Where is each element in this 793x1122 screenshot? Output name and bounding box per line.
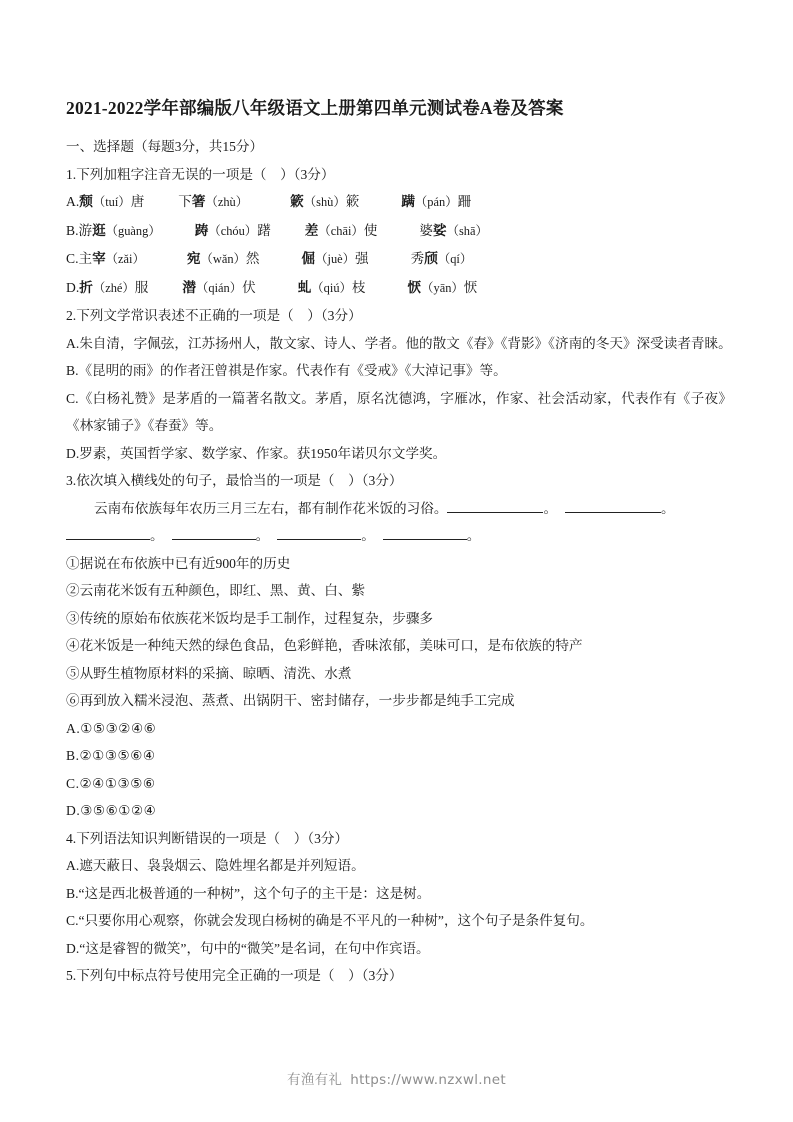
document-content xyxy=(66,97,732,990)
pinyin-post: 簌 xyxy=(345,194,360,210)
option-label: B. xyxy=(66,222,79,238)
pinyin-pre: 秀 xyxy=(410,251,425,267)
question-1-stem: 1.下列加粗字注音无误的一项是（ ）（3分） xyxy=(66,166,335,182)
question-3-sentence-4: ④花米饭是一种纯天然的绿色食品，色彩鲜艳，香味浓郁，美味可口，是布依族的特产 xyxy=(66,638,583,654)
question-4-option-c: C.“只要你用心观察，你就会发现白杨树的确是不平凡的一种树”，这个句子是条件复句。 xyxy=(66,913,594,929)
pinyin-reading: （qián） xyxy=(195,280,243,295)
pinyin-reading: （zǎi） xyxy=(105,252,145,267)
question-4-option-a: A.遮天蔽日、袅袅烟云、隐姓埋名都是并列短语。 xyxy=(66,858,365,874)
pinyin-char: 箸 xyxy=(191,194,206,210)
pinyin-post: 伏 xyxy=(242,279,256,295)
question-2-option-c: C.《白杨礼赞》是茅盾的一篇著名散文。茅盾，原名沈德鸿，字雁冰，作家、社会活动家，代表作有《子夜》《林家铺子》《春蚕》等。 xyxy=(66,390,732,434)
answer-blank-5[interactable] xyxy=(277,526,361,540)
question-3-passage-blanks: 。 。 。 。 xyxy=(66,522,732,550)
pinyin-reading: （chāi） xyxy=(318,223,364,238)
question-3-option-c: C.②④①③⑤⑥ xyxy=(66,775,156,791)
pinyin-post: 服 xyxy=(134,279,149,295)
pinyin-char: 差 xyxy=(304,222,319,238)
question-4-stem: 4.下列语法知识判断错误的一项是（ ）（3分） xyxy=(66,830,349,846)
footer-watermark xyxy=(0,1068,793,1088)
question-1-option-d xyxy=(66,274,732,303)
footer-brand: 有渔有礼 xyxy=(287,1072,343,1087)
question-3-option-b: B.②①③⑤⑥④ xyxy=(66,748,156,764)
pinyin-char: 恹 xyxy=(407,279,422,295)
passage-lead: 云南布依族每年农历三月三左右，都有制作花米饭的习俗。 xyxy=(94,500,448,516)
pinyin-char: 蹒 xyxy=(401,194,415,210)
question-3-sentence-1: ①据说在布依族中已有近900年的历史 xyxy=(66,555,291,571)
pinyin-post: 枝 xyxy=(351,279,366,295)
question-3-passage: 云南布依族每年农历三月三左右，都有制作花米饭的习俗。 。 。 xyxy=(94,500,675,516)
pinyin-post: 强 xyxy=(355,251,369,267)
pinyin-pre: 下 xyxy=(178,194,192,210)
pinyin-reading: （shā） xyxy=(446,223,488,238)
question-3-sentence-2: ②云南花米饭有五种颜色，即红、黑、黄、白、紫 xyxy=(66,583,366,599)
pinyin-char: 簌 xyxy=(290,194,304,210)
answer-blank-4[interactable] xyxy=(172,526,256,540)
question-4-option-b: B.“这是西北极普通的一种树”，这个句子的主干是：这是树。 xyxy=(66,885,431,901)
question-3-option-d: D.③⑤⑥①②④ xyxy=(66,803,157,819)
question-3-sentence-6: ⑥再到放入糯米浸泡、蒸煮、出锅阴干、密封储存，一步步都是纯手工完成 xyxy=(66,693,515,709)
pinyin-post: 唐 xyxy=(130,194,145,210)
question-2-option-a: A.朱自清，字佩弦，江苏扬州人，散文家、诗人、学者。他的散文《春》《背影》《济南的冬天》深受读者青睐。 xyxy=(66,335,732,351)
option-label: A. xyxy=(66,194,80,210)
section-heading: 一、选择题（每题3分，共15分） xyxy=(66,138,264,154)
option-label: C. xyxy=(66,251,79,267)
question-3-option-a: A.①⑤③②④⑥ xyxy=(66,720,157,736)
question-3-sentence-5: ⑤从野生植物原材料的采摘、晾晒、清洗、水煮 xyxy=(66,665,352,681)
question-2-option-d: D.罗素，英国哲学家、数学家、作家。获1950年诺贝尔文学奖。 xyxy=(66,445,447,461)
pinyin-post: 恹 xyxy=(463,279,478,295)
question-4-option-d: D.“这是睿智的微笑”，句中的“微笑”是名词，在句中作宾语。 xyxy=(66,940,430,956)
pinyin-reading: （qiú） xyxy=(311,280,352,295)
pinyin-char: 宛 xyxy=(186,251,201,267)
pinyin-post: 然 xyxy=(245,251,260,267)
question-2-stem: 2.下列文学常识表述不正确的一项是（ ）（3分） xyxy=(66,308,362,324)
pinyin-char: 折 xyxy=(79,279,93,295)
question-1-option-c xyxy=(66,245,732,274)
pinyin-char: 颀 xyxy=(424,251,438,267)
question-1-option-a xyxy=(66,188,732,217)
pinyin-post: 躇 xyxy=(257,222,271,238)
option-label: D. xyxy=(66,279,80,295)
answer-blank-1[interactable] xyxy=(447,499,543,513)
pinyin-char: 逛 xyxy=(92,222,106,238)
answer-blank-3[interactable] xyxy=(66,526,150,540)
question-1-option-b xyxy=(66,217,732,246)
pinyin-post: 跚 xyxy=(457,194,472,210)
pinyin-reading: （chóu） xyxy=(208,223,258,238)
question-2-option-b: B.《昆明的雨》的作者汪曾祺是作家。代表作有《受戒》《大淖记事》等。 xyxy=(66,363,507,379)
pinyin-reading: （yān） xyxy=(421,280,464,295)
pinyin-char: 宰 xyxy=(92,251,106,267)
question-5-stem: 5.下列句中标点符号使用完全正确的一项是（ ）（3分） xyxy=(66,968,403,984)
pinyin-reading: （pán） xyxy=(414,195,458,210)
question-3-stem: 3.依次填入横线处的句子，最恰当的一项是（ ）（3分） xyxy=(66,473,403,489)
pinyin-char: 倔 xyxy=(301,251,316,267)
pinyin-reading: （qí） xyxy=(437,252,473,267)
question-3-sentence-3: ③传统的原始布依族花米饭均是手工制作，过程复杂，步骤多 xyxy=(66,610,434,626)
pinyin-char: 潜 xyxy=(182,279,196,295)
footer-url: https://www.nzxwl.net xyxy=(350,1072,506,1088)
answer-blank-2[interactable] xyxy=(565,499,661,513)
pinyin-char: 踌 xyxy=(194,222,209,238)
pinyin-reading: （juè） xyxy=(315,252,356,267)
pinyin-reading: （shù） xyxy=(303,195,346,210)
pinyin-post: 使 xyxy=(363,222,378,238)
pinyin-pre: 主 xyxy=(78,251,93,267)
pinyin-pre: 婆 xyxy=(419,222,433,238)
pinyin-reading: （zhé） xyxy=(92,280,135,295)
pinyin-reading: （tuí） xyxy=(92,195,131,210)
pinyin-char: 娑 xyxy=(432,222,447,238)
pinyin-pre: 游 xyxy=(78,222,93,238)
page-title: 2021-2022学年部编版八年级语文上册第四单元测试卷A卷及答案 xyxy=(66,98,564,118)
pinyin-reading: （wǎn） xyxy=(200,252,246,267)
pinyin-reading: （zhù） xyxy=(205,195,249,210)
pinyin-char: 颓 xyxy=(79,194,93,210)
pinyin-char: 虬 xyxy=(297,279,312,295)
answer-blank-6[interactable] xyxy=(383,526,467,540)
pinyin-reading: （guàng） xyxy=(105,223,161,238)
